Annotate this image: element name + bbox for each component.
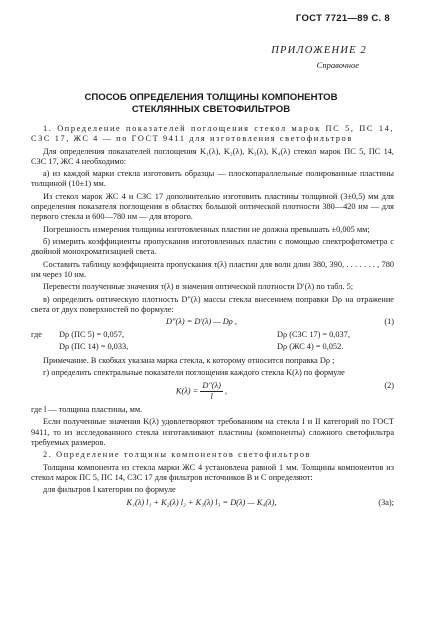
title-line-1: СПОСОБ ОПРЕДЕЛЕНИЯ ТОЛЩИНЫ КОМПОНЕНТОВ [84, 92, 338, 103]
equation-2-number: (2) [384, 380, 394, 390]
paragraph: Для определения показателей поглощения K₁(λ), K₂(λ), K₃(λ), K₄(λ) стекол марок ПС 5, ПС 14, СЗС 17, ЖС 4 необходимо: [31, 146, 394, 166]
correction-values [31, 330, 394, 351]
paragraph: Перевести полученные значения τ(λ) в значения оптической плотности D′(λ) по табл. 5; [43, 282, 354, 292]
where-label: где [31, 330, 42, 340]
appendix-label: ПРИЛОЖЕНИЕ 2 [271, 45, 367, 56]
paragraph: Толщина компонента из стекла марки ЖС 4 установлена равной 1 мм. Толщины компонентов из стекол марок ПС 5, ПС 14, СЗС 17 для фильтров источников В и С определяют: [31, 462, 394, 482]
document-title [20, 92, 402, 116]
equation-1-number: (1) [384, 317, 394, 327]
paragraph: г) определить спектральные показатели поглощения каждого стекла K(λ) по формуле [43, 368, 345, 378]
paragraph: а) из каждой марки стекла изготовить образцы — плоскопараллельные полированные пластины толщиной (10±1) мм. [31, 169, 394, 189]
note: Примечание. В скобках указана марка стекла, к которому относится поправка Dρ ; [43, 355, 335, 365]
equation-3a-formula: K₁(λ) l₁ + K₂(λ) l₂ + K₃(λ) l₃ = D(λ) — K₄(λ), [126, 497, 277, 507]
document-body [31, 124, 394, 511]
equation-1-formula: D″(λ) = D′(λ) — Dρ , [166, 317, 237, 327]
equation-2-tail: , [224, 386, 228, 396]
paragraph: Из стекол марок ЖС 4 и СЗС 17 дополнительно изготовить пластины толщиной (3±0,5) мм для определения показателя поглощения в областях большой оптической плотности 380—420 нм — для первого стекла и 600—780 нм — для второго. [31, 191, 394, 222]
appendix-status: Справочное [316, 60, 359, 70]
paragraph: для фильтров I категории по формуле [43, 485, 176, 495]
equation-3a-number: (3а); [378, 497, 394, 507]
title-line-2: СТЕКЛЯННЫХ СВЕТОФИЛЬТРОВ [131, 104, 291, 115]
paragraph: б) измерить коэффициенты пропускания изготовленных пластин с помощью спектрофотометра с двойной монохроматизацией света. [31, 236, 394, 257]
correction-szs17: Dρ (СЗС 17) = 0,037, [277, 330, 350, 340]
equation-2-numerator: D″(λ) [200, 381, 223, 392]
equation-3a [31, 498, 394, 508]
paragraph: Погрешность измерения толщины изготовленных пластин не должна превышать ±0,005 мм; [43, 224, 370, 234]
page-header: ГОСТ 7721—89 С. 8 [295, 13, 390, 24]
section-2-heading: 2. Определение толщины компонентов светофильтров [43, 450, 312, 460]
equation-1 [31, 317, 394, 327]
paragraph: в) определить оптическую плотность D″(λ) массы стекла внесением поправки Dρ на отражение света от двух поверхностей по формуле: [31, 294, 394, 314]
section-1-heading: 1. Определение показателей поглощения стекол марок ПС 5, ПС 14, СЗС 17, ЖС 4 — по ГОСТ 9411 для изготовления светофильтров [31, 124, 394, 144]
equation-2 [31, 381, 394, 402]
correction-ps5: Dρ (ПС 5) = 0,057, [59, 330, 125, 340]
equation-2-fraction [200, 381, 223, 402]
equation-2-denominator: l [210, 391, 213, 401]
correction-zhs4: Dρ (ЖС 4) = 0,052. [277, 341, 344, 351]
correction-ps14: Dρ (ПС 14) = 0,033, [59, 341, 129, 351]
equation-2-formula [31, 381, 372, 402]
equation-2-lhs: K(λ) = [175, 386, 199, 396]
paragraph: где l — толщина пластины, мм. [31, 404, 143, 414]
paragraph: Составить таблицу коэффициента пропускания τ(λ) пластин для волн длин 380, 390, . . . . . . . , 780 нм через 10 нм. [31, 259, 394, 279]
paragraph: Если полученные значения K(λ) удовлетворяют требованиям на стекла I и II категорий по ГОСТ 9411, то из исследованного стекла изготавливают пластины (компоненты) сложного светофильтра требуемых размеров. [31, 417, 394, 447]
